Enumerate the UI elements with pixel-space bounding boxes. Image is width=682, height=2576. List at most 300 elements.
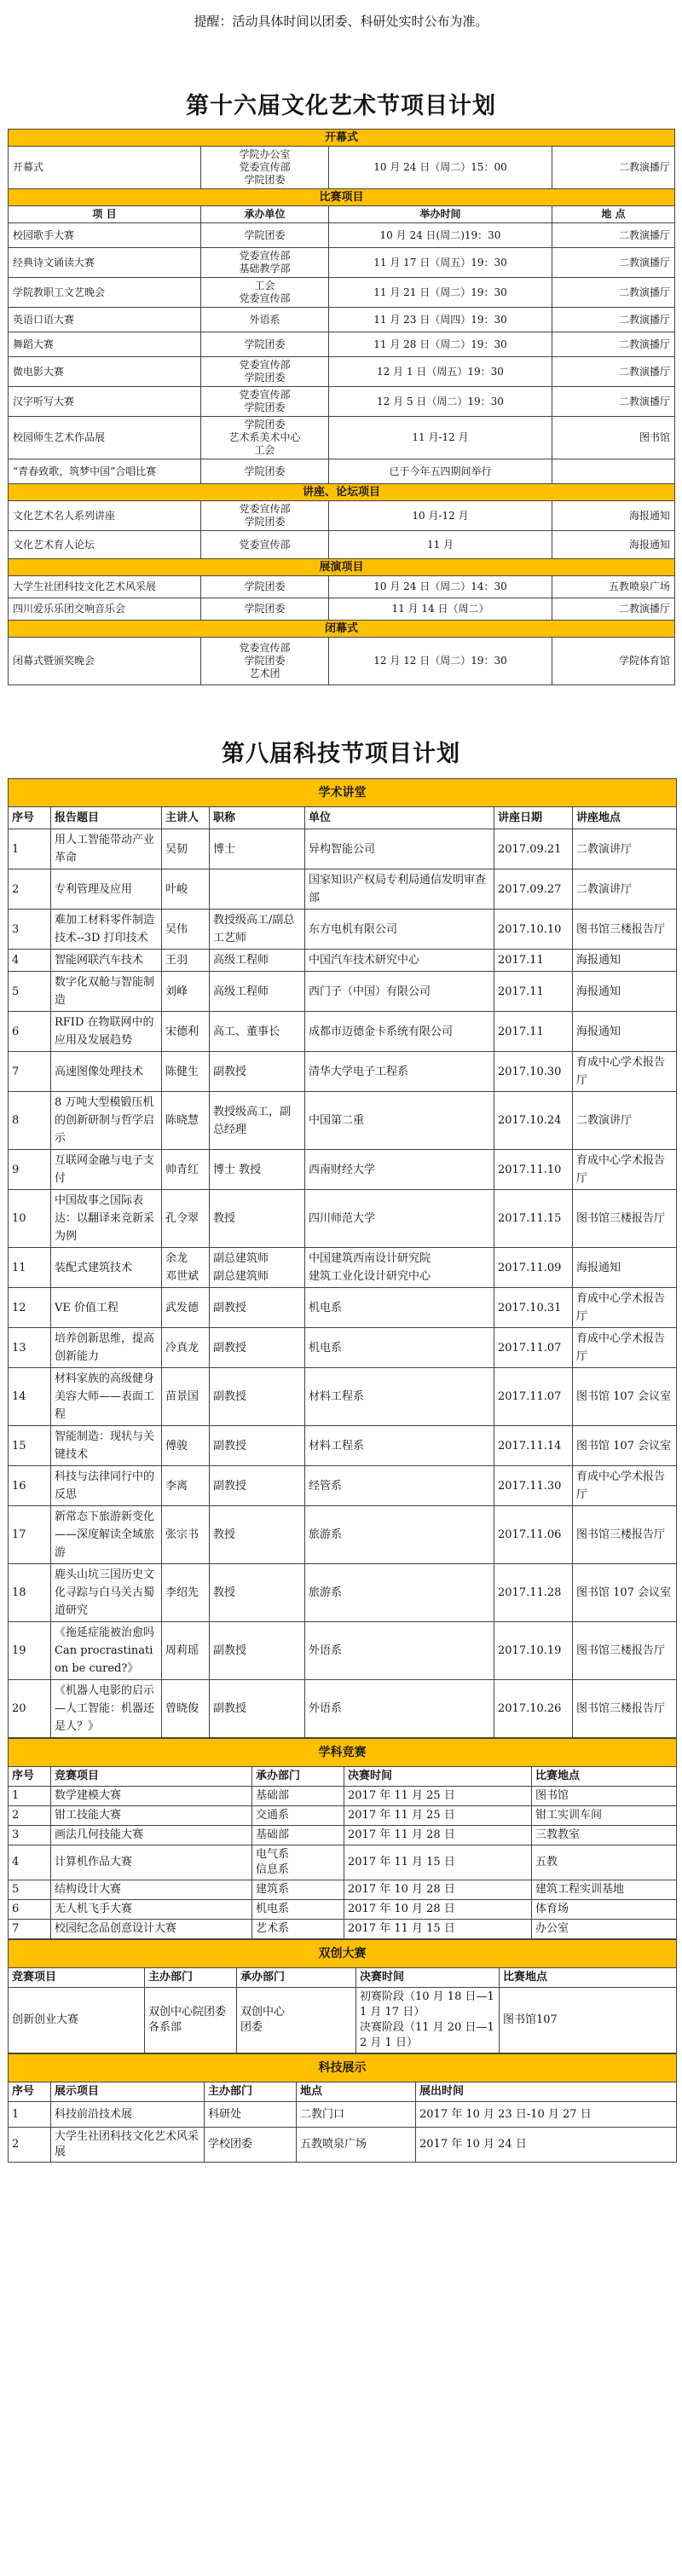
cell: 2017 年 11 月 15 日 [344, 1920, 532, 1939]
cell: 图书馆三楼报告厅 [573, 1622, 677, 1680]
table-row [9, 1052, 677, 1092]
table-row [9, 1900, 677, 1920]
cell: 2017.10.26 [494, 1680, 573, 1738]
cell: 曾晓俊 [162, 1680, 210, 1738]
cell: 外语系 [201, 308, 329, 332]
cell: 9 [9, 1150, 51, 1190]
cell: 装配式建筑技术 [51, 1248, 162, 1288]
cell: 学院团委 [201, 332, 329, 357]
cell: 16 [9, 1466, 51, 1506]
cell: 冷真龙 [162, 1328, 210, 1368]
cell: 3 [9, 910, 51, 950]
cell: 大学生社团科技文化艺术风采展 [9, 576, 201, 598]
cell: 高工、董事长 [210, 1012, 305, 1052]
table-row [9, 387, 675, 417]
cell: 智能制造：现状与关键技术 [51, 1426, 162, 1466]
cell: 5 [9, 972, 51, 1012]
header-cell: 决赛时间 [356, 1968, 500, 1988]
cell: 苗景国 [162, 1368, 210, 1426]
cell: 机电系 [305, 1288, 494, 1328]
header-row [9, 1767, 677, 1787]
section-band-exhibits: 科技展示 [9, 2054, 677, 2082]
cell: 海报通知 [552, 531, 675, 559]
header-cell: 序号 [9, 1767, 51, 1787]
cell: 2017.11.10 [494, 1150, 573, 1190]
section-band-academic: 学术讲堂 [9, 779, 677, 807]
cell: 数字化双舱与智能制造 [51, 972, 162, 1012]
cell: 育成中心学术报告厅 [573, 1150, 677, 1190]
cell: 二教演播厅 [552, 223, 675, 248]
header-cell: 决赛时间 [344, 1767, 532, 1787]
cell: 6 [9, 1900, 51, 1920]
cell: 13 [9, 1328, 51, 1368]
cell: 2017.10.10 [494, 910, 573, 950]
cell: 党委宣传部 学院团委 [201, 357, 329, 387]
header-cell: 比赛地点 [532, 1767, 677, 1787]
cell: 11 月 28 日（周二）19：30 [329, 332, 552, 357]
cell: 副教授 [210, 1328, 305, 1368]
cell: 陈晓慧 [162, 1092, 210, 1150]
cell: 旅游系 [305, 1564, 494, 1622]
cell: 2017.10.24 [494, 1092, 573, 1150]
cell: 二教演播厅 [552, 248, 675, 278]
cell: 西门子（中国）有限公司 [305, 972, 494, 1012]
cell: 东方电机有限公司 [305, 910, 494, 950]
cell: 清华大学电子工程系 [305, 1052, 494, 1092]
table-row [9, 1680, 677, 1738]
table-row [9, 2102, 677, 2128]
cell: 2017.10.19 [494, 1622, 573, 1680]
cell: 专利管理及应用 [51, 869, 162, 910]
cell: 图书馆 107 会议室 [573, 1564, 677, 1622]
table-row [9, 910, 677, 950]
cell: 二教演播厅 [552, 598, 675, 621]
cell: 2017.09.21 [494, 829, 573, 869]
cell: 教授 [210, 1190, 305, 1248]
cell: 10 月 24 日（周二）14：30 [329, 576, 552, 598]
cell: 海报通知 [573, 1012, 677, 1052]
cell: 钳工实训车间 [532, 1806, 677, 1826]
cell: 6 [9, 1012, 51, 1052]
cell: 五教喷泉广场 [552, 576, 675, 598]
cell: 二教演播厅 [552, 278, 675, 308]
cell: 结构设计大赛 [51, 1880, 252, 1900]
cell: 二教演播厅 [552, 332, 675, 357]
header-row [9, 1968, 677, 1988]
table-row [9, 1787, 677, 1806]
header-cell: 职称 [210, 807, 305, 829]
cell: 1 [9, 829, 51, 869]
cell: 建筑工程实训基地 [532, 1880, 677, 1900]
cell: 帅青红 [162, 1150, 210, 1190]
cell: 5 [9, 1880, 51, 1900]
cell: 艺术系 [252, 1920, 344, 1939]
table-row [9, 950, 677, 972]
table-row [9, 1426, 677, 1466]
cell: 副教授 [210, 1680, 305, 1738]
table-row [9, 829, 677, 869]
cell: 四川师范大学 [305, 1190, 494, 1248]
cell: 2017.10.31 [494, 1288, 573, 1328]
table-row [9, 1150, 677, 1190]
cell: 副教授 [210, 1368, 305, 1426]
cell: 学校团委 [205, 2128, 297, 2163]
table-row [9, 501, 675, 531]
cell: 张宗书 [162, 1506, 210, 1564]
cell [552, 459, 675, 484]
header-cell: 承办单位 [201, 206, 329, 223]
table-row [9, 248, 675, 278]
cell: 11 月 [329, 531, 552, 559]
table-row [9, 278, 675, 308]
cell: 2017.11 [494, 972, 573, 1012]
header-cell: 比赛地点 [500, 1968, 677, 1988]
cell: 新常态下旅游新变化——深度解读全域旅游 [51, 1506, 162, 1564]
cell: 2 [9, 1806, 51, 1826]
cell: 2017.11 [494, 1012, 573, 1052]
cell: 2017.11.30 [494, 1466, 573, 1506]
subject-competition-table [8, 1738, 677, 1939]
cell: 基础部 [252, 1787, 344, 1806]
table-row [9, 1806, 677, 1826]
cell: 用人工智能带动产业革命 [51, 829, 162, 869]
section-band-performances: 展演项目 [9, 559, 675, 576]
cell: 学院团委 艺术系美术中心 工会 [201, 417, 329, 459]
cell: 2017.11 [494, 950, 573, 972]
table-row [9, 869, 677, 910]
cell: 4 [9, 1845, 51, 1880]
cell: 副总建筑师 副总建筑师 [210, 1248, 305, 1288]
cell: 图书馆107 [500, 1988, 677, 2053]
cell: 副教授 [210, 1052, 305, 1092]
cell: 副教授 [210, 1466, 305, 1506]
cell: 2017.11.09 [494, 1248, 573, 1288]
cell: 8 万吨大型模锻压机的创新研制与哲学启示 [51, 1092, 162, 1150]
cell: 智能网联汽车技术 [51, 950, 162, 972]
cell: 2017.10.30 [494, 1052, 573, 1092]
cell: “青春致歌，筑梦中国”合唱比赛 [9, 459, 201, 484]
cell: 机电系 [305, 1328, 494, 1368]
notice-text: 提醒：活动具体时间以团委、科研处实时公布为准。 [194, 14, 488, 29]
cell: 教授 [210, 1506, 305, 1564]
table-row [9, 1288, 677, 1328]
table-row [9, 417, 675, 459]
cell: 《拖延症能被治愈吗 Can procrastination be cured?》 [51, 1622, 162, 1680]
table-row [9, 1368, 677, 1426]
header-cell: 竞赛项目 [51, 1767, 252, 1787]
cell: 图书馆 107 会议室 [573, 1368, 677, 1426]
cell: 吴伟 [162, 910, 210, 950]
cell: 建筑系 [252, 1880, 344, 1900]
cell: 学院教职工文艺晚会 [9, 278, 201, 308]
closing-row [9, 638, 675, 685]
cell: 外语系 [305, 1622, 494, 1680]
table-row [9, 1622, 677, 1680]
cell: 三教教室 [532, 1826, 677, 1845]
cell: 双创中心 团委 [237, 1988, 356, 2053]
header-cell: 项 目 [9, 206, 201, 223]
table-row [9, 2128, 677, 2163]
table-row [9, 1826, 677, 1845]
cell: 党委宣传部 学院团委 艺术团 [201, 638, 329, 685]
cell: 党委宣传部 [201, 531, 329, 559]
header-cell: 主办部门 [145, 1968, 237, 1988]
cell: 校园纪念品创意设计大赛 [51, 1920, 252, 1939]
cell: 《机器人电影的启示—人工智能：机器还是人？》 [51, 1680, 162, 1738]
cell: 创新创业大赛 [9, 1988, 145, 2053]
cell: 2017 年 11 月 15 日 [344, 1845, 532, 1880]
cell: 异构智能公司 [305, 829, 494, 869]
cell: 教授 [210, 1564, 305, 1622]
culture-festival-title: 第十六届文化艺术节项目计划 [186, 93, 496, 119]
cell: 校园师生艺术作品展 [9, 417, 201, 459]
cell: 图书馆 [532, 1787, 677, 1806]
cell: 二教演讲厅 [573, 869, 677, 910]
cell: 叶峻 [162, 869, 210, 910]
tech-festival-title: 第八届科技节项目计划 [222, 741, 460, 767]
cell: 高级工程师 [210, 972, 305, 1012]
cell: 学院团委 [201, 576, 329, 598]
table-row [9, 1920, 677, 1939]
header-cell: 讲座日期 [494, 807, 573, 829]
cell: 汉字听写大赛 [9, 387, 201, 417]
cell: 吴韧 [162, 829, 210, 869]
cell: 4 [9, 950, 51, 972]
cell: 余龙 邓世斌 [162, 1248, 210, 1288]
section-band-subjects: 学科竞赛 [9, 1739, 677, 1767]
cell: 基础部 [252, 1826, 344, 1845]
cell: 文化艺术育人论坛 [9, 531, 201, 559]
cell: 2017 年 10 月 23 日-10 月 27 日 [416, 2102, 677, 2128]
cell: 海报通知 [552, 501, 675, 531]
cell: 党委宣传部 学院团委 [201, 501, 329, 531]
cell: 18 [9, 1564, 51, 1622]
cell: 舞蹈大赛 [9, 332, 201, 357]
cell: 中国汽车技术研究中心 [305, 950, 494, 972]
cell: 二教门口 [297, 2102, 416, 2128]
cell: 计算机作品大赛 [51, 1845, 252, 1880]
header-cell: 承办部门 [237, 1968, 356, 1988]
cell: 科研处 [205, 2102, 297, 2128]
table-row [9, 1248, 677, 1288]
cell: 闭幕式暨颁奖晚会 [9, 638, 201, 685]
cell: 3 [9, 1826, 51, 1845]
cell: 教授级高工，副总经理 [210, 1092, 305, 1150]
cell: 2017 年 11 月 25 日 [344, 1806, 532, 1826]
cell: 画法几何技能大赛 [51, 1826, 252, 1845]
cell: 学院团委 [201, 598, 329, 621]
cell: 四川爱乐乐团交响音乐会 [9, 598, 201, 621]
cell: 武发德 [162, 1288, 210, 1328]
cell: 二教演讲厅 [573, 1092, 677, 1150]
cell: 难加工材料零件制造技术--3D 打印技术 [51, 910, 162, 950]
cell: 鹿头山坑三国历史文化寻踪与白马关古蜀道研究 [51, 1564, 162, 1622]
header-cell: 地点 [297, 2082, 416, 2102]
cell: 党委宣传部 学院团委 [201, 387, 329, 417]
section-band-innovation: 双创大赛 [9, 1940, 677, 1968]
cell: 2 [9, 869, 51, 910]
table-row [9, 1092, 677, 1150]
cell: 11 [9, 1248, 51, 1288]
cell: 中国故事之国际表达：以翻译来竞新采为例 [51, 1190, 162, 1248]
cell: 大学生社团科技文化艺术风采展 [51, 2128, 205, 2163]
header-row [9, 807, 677, 829]
tech-exhibits-table [8, 2053, 677, 2163]
cell: 宋德利 [162, 1012, 210, 1052]
cell: 材料工程系 [305, 1368, 494, 1426]
cell: 校园歌手大赛 [9, 223, 201, 248]
cell: 12 月 1 日（周五）19：30 [329, 357, 552, 387]
cell: 二教演讲厅 [573, 829, 677, 869]
table-row [9, 1988, 677, 2053]
cell: 11 月 17 日（周五）19：30 [329, 248, 552, 278]
header-cell: 承办部门 [252, 1767, 344, 1787]
cell: 图书馆 107 会议室 [573, 1426, 677, 1466]
table-row [9, 223, 675, 248]
cell: 中国第二重 [305, 1092, 494, 1150]
section-band-opening: 开幕式 [9, 130, 675, 147]
cell: 12 [9, 1288, 51, 1328]
cell: 培养创新思维，提高创新能力 [51, 1328, 162, 1368]
cell: 图书馆三楼报告厅 [573, 910, 677, 950]
cell: 孔令翠 [162, 1190, 210, 1248]
table-row [9, 1466, 677, 1506]
cell: 育成中心学术报告厅 [573, 1328, 677, 1368]
cell: 育成中心学术报告厅 [573, 1466, 677, 1506]
header-row [9, 206, 675, 223]
cell: 成都市迈德金卡系统有限公司 [305, 1012, 494, 1052]
cell: 10 月 24 日(周二)19：30 [329, 223, 552, 248]
cell: 已于今年五四期间举行 [329, 459, 552, 484]
header-cell: 讲座地点 [573, 807, 677, 829]
cell: 1 [9, 1787, 51, 1806]
table-row [9, 308, 675, 332]
cell: 傅骏 [162, 1426, 210, 1466]
cell: 2017 年 10 月 28 日 [344, 1900, 532, 1920]
cell: 图书馆 [552, 417, 675, 459]
table-row [9, 1564, 677, 1622]
table-row [9, 357, 675, 387]
cell: 育成中心学术报告厅 [573, 1288, 677, 1328]
cell: 图书馆三楼报告厅 [573, 1506, 677, 1564]
cell: 11 月-12 月 [329, 417, 552, 459]
cell: 电气系 信息系 [252, 1845, 344, 1880]
cell: 高速图像处理技术 [51, 1052, 162, 1092]
header-cell: 序号 [9, 2082, 51, 2102]
cell: 14 [9, 1368, 51, 1426]
cell: 博士 教授 [210, 1150, 305, 1190]
cell: 15 [9, 1426, 51, 1466]
cell: 数学建模大赛 [51, 1787, 252, 1806]
cell: 材料家族的高级健身美容大师——表面工程 [51, 1368, 162, 1426]
section-band-competition: 比赛项目 [9, 189, 675, 206]
cell: 海报通知 [573, 1248, 677, 1288]
header-cell: 单位 [305, 807, 494, 829]
cell: 7 [9, 1920, 51, 1939]
cell: 钳工技能大赛 [51, 1806, 252, 1826]
cell: 刘峰 [162, 972, 210, 1012]
cell: 文化艺术名人系列讲座 [9, 501, 201, 531]
cell: 12 月 12 日（周二）19：30 [329, 638, 552, 685]
cell: 10 [9, 1190, 51, 1248]
header-cell: 报告题目 [51, 807, 162, 829]
cell: 科技前沿技术展 [51, 2102, 205, 2128]
cell: 副教授 [210, 1426, 305, 1466]
table-row [9, 1506, 677, 1564]
cell: 10 月 24 日（周二）15：00 [329, 147, 552, 189]
table-row [9, 1328, 677, 1368]
cell: 二教演播厅 [552, 357, 675, 387]
section-band-closing: 闭幕式 [9, 621, 675, 638]
cell: 10 月-12 月 [329, 501, 552, 531]
cell: 海报通知 [573, 950, 677, 972]
cell: 图书馆三楼报告厅 [573, 1680, 677, 1738]
opening-row [9, 147, 675, 189]
cell: 教授级高工/副总工艺师 [210, 910, 305, 950]
table-row [9, 531, 675, 559]
header-cell: 地 点 [552, 206, 675, 223]
cell: 开幕式 [9, 147, 201, 189]
table-row [9, 459, 675, 484]
cell: 2017 年 10 月 24 日 [416, 2128, 677, 2163]
header-row [9, 2082, 677, 2102]
cell: 科技与法律同行中的反思 [51, 1466, 162, 1506]
header-cell: 竞赛项目 [9, 1968, 145, 1988]
cell: 2017.11.14 [494, 1426, 573, 1466]
table-row [9, 598, 675, 621]
cell: 2017.11.15 [494, 1190, 573, 1248]
table-row [9, 972, 677, 1012]
cell: 学院体育馆 [552, 638, 675, 685]
cell: 11 月 23 日（周四）19：30 [329, 308, 552, 332]
cell: 五教 [532, 1845, 677, 1880]
cell [210, 869, 305, 910]
cell: 副教授 [210, 1622, 305, 1680]
cell: 体育场 [532, 1900, 677, 1920]
cell: 学院团委 [201, 223, 329, 248]
cell: 育成中心学术报告厅 [573, 1052, 677, 1092]
cell: 2017.11.07 [494, 1368, 573, 1426]
cell: 2017.09.27 [494, 869, 573, 910]
cell: 李离 [162, 1466, 210, 1506]
cell: 陈健生 [162, 1052, 210, 1092]
cell: VE 价值工程 [51, 1288, 162, 1328]
cell: 2017.11.07 [494, 1328, 573, 1368]
cell: 二教演播厅 [552, 387, 675, 417]
cell: 党委宣传部 基础教学部 [201, 248, 329, 278]
header-cell: 主办部门 [205, 2082, 297, 2102]
cell: 交通系 [252, 1806, 344, 1826]
cell: 博士 [210, 829, 305, 869]
cell: 西南财经大学 [305, 1150, 494, 1190]
cell: 1 [9, 2102, 51, 2128]
cell: 李绍先 [162, 1564, 210, 1622]
header-cell: 展示项目 [51, 2082, 205, 2102]
cell: 20 [9, 1680, 51, 1738]
cell: 无人机飞手大赛 [51, 1900, 252, 1920]
cell: 旅游系 [305, 1506, 494, 1564]
cell: 经典诗文诵读大赛 [9, 248, 201, 278]
cell: 互联网金融与电子支付 [51, 1150, 162, 1190]
table-row [9, 1190, 677, 1248]
cell: 材料工程系 [305, 1426, 494, 1466]
table-row [9, 332, 675, 357]
innovation-competition-table [8, 1939, 677, 2053]
cell: 2 [9, 2128, 51, 2163]
cell: 双创中心院团委 各系部 [145, 1988, 237, 2053]
cell: 11 月 21 日（周二）19：30 [329, 278, 552, 308]
cell: 2017.11.06 [494, 1506, 573, 1564]
